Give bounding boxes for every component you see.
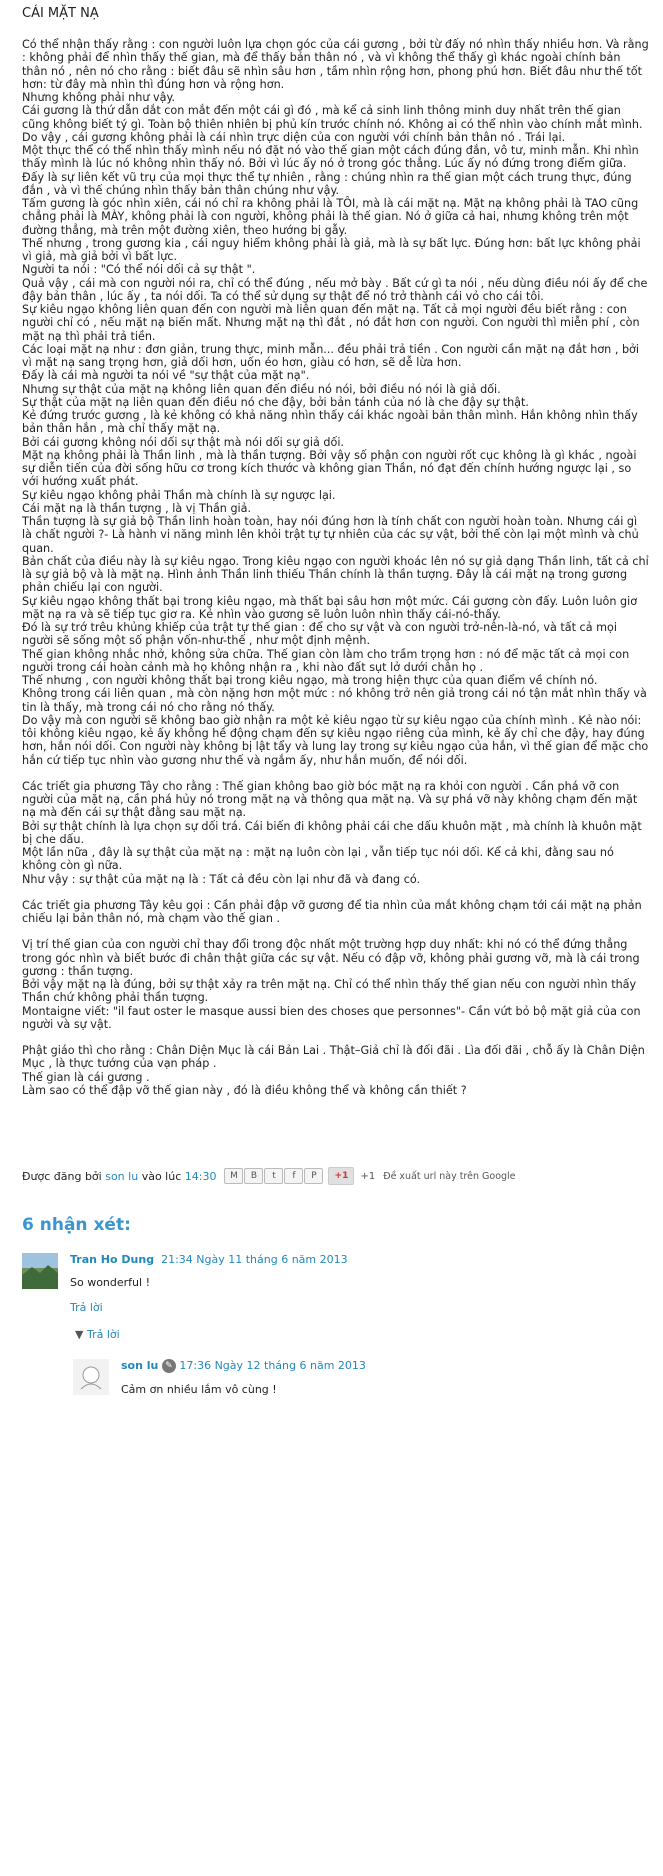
paragraph: Làm sao có thể đập vỡ thế gian này , đó là điều không thể và không cần thiết ?	[22, 1083, 467, 1097]
paragraph: Thế nhưng , trong gương kia , cái nguy hiểm không phải là giả, mà là sự bất lực. Đúng hơn: bất lực không phải vì giả, mà giả bởi vì bất lực.	[22, 236, 641, 263]
comment-body	[70, 1253, 348, 1314]
paragraph: Sự kiêu ngạo không thất bại trong kiêu ngạo, mà thất bại sâu hơn một mức. Cái gương còn đấy. Luôn luôn giơ mặt nạ ra và sẽ tiếp tục giơ ra. Kẻ nhìn vào gương sẽ luôn luôn nhìn thấy cái-nó-thấy.	[22, 594, 638, 621]
suggest-text: Đề xuất url này trên Google	[383, 1170, 516, 1182]
paragraph: Sự thật của mặt nạ liên quan đến điều nó che đậy, bởi bản tánh của nó là che đậy sự thật.	[22, 395, 529, 409]
triangle-down-icon: ▼	[75, 1328, 84, 1341]
paragraph: Cái gương là thứ dẫn dắt con mắt đến một cái gì đó , mà kể cả sinh linh thông minh duy nhất trên thế gian cũng không biết tý gì. Toàn bộ thiên nhiên bị phủ kín trước chính nó. Không ai có thể nhìn vào chính mắt mình. Do vậy , cái gương không phải là cái nhìn trực diện của con người với chính bản thân nó . Trái lại.	[22, 104, 643, 144]
comment-text: So wonderful !	[70, 1276, 150, 1289]
author-link[interactable]: son lu	[105, 1169, 139, 1183]
paragraph: Như vậy : sự thật của mặt nạ là : Tất cả đều còn lại như đã và đang có.	[22, 872, 421, 886]
paragraph: Bởi sự thật chính là lựa chọn sự dối trá. Cái biến đi không phải cái che dấu khuôn mặt , mà chính là khuôn mặt bị che dấu.	[22, 819, 642, 846]
blog-author-icon: ✎	[162, 1359, 176, 1373]
blogger-share-icon[interactable]: B	[244, 1168, 263, 1184]
paragraph-gap	[22, 925, 649, 938]
paragraph: Sự kiêu ngạo không phải Thần mà chính là sự ngược lại.	[22, 488, 336, 502]
paragraph: Sự kiêu ngạo không liên quan đến con người mà liên quan đến mặt nạ. Tất cả mọi người đều biết rằng : con người chỉ có , nếu mặt nạ biến mất. Nhưng mặt nạ thì đắt , nó đắt hơn con người. Con người thì miễn phí , còn mặt nạ thì phải trả tiền.	[22, 303, 640, 343]
comment-date[interactable]: 17:36 Ngày 12 tháng 6 năm 2013	[179, 1359, 366, 1372]
paragraph: Mặt nạ không phải là Thần linh , mà là thần tượng. Bởi vậy số phận con người rốt cục không là gì khác , ngoài sự diễn tiến của đời sống hữu cơ trong kích thước và không gian Thần, nó đạt đến chính hướng ngược lại , so với hướng xuất phát.	[22, 448, 637, 489]
comment-item	[22, 1253, 649, 1314]
posted-by-label: Được đăng bởi	[22, 1169, 102, 1183]
comment-meta	[121, 1359, 366, 1373]
paragraph: Vị trí thế gian của con người chỉ thay đổi trong độc nhất một trường hợp duy nhất: khi nó có thể đứng thẳng trong góc nhìn và biết bước đi chân thật giữa các sự vật. Nếu có đập vỡ, không phải gương vỡ, mà là cái trong gương : thần tượng.	[22, 938, 640, 978]
paragraph: Đấy là cái mà người ta nói về "sự thật của mặt nạ".	[22, 369, 310, 383]
paragraph: Do vậy mà con người sẽ không bao giờ nhận ra một kẻ kiêu ngạo từ sự kiêu ngạo của chính mình . Kẻ nào nói: tôi không kiêu ngạo, kẻ ấy không hề động chạm đến sự kiêu ngạo riêng của mình, kẻ ấy chỉ che đậy, hay đúng hơn, hắn nói dối. Con người này không bị lật tẩy và lung lay trong sự kiêu ngạo của hắn, vì thế gian để mặc cho hắn cứ tiếp tục nhìn vào gương như thế và ngắm ấy, như hắn muốn, để nói dối.	[22, 713, 649, 767]
post-body	[22, 38, 649, 1097]
gplus-button[interactable]: +1	[328, 1167, 354, 1185]
paragraph: Cái mặt nạ là thần tượng , là vị Thần giả.	[22, 501, 252, 515]
paragraph: Các triết gia phương Tây cho rằng : Thế gian không bao giờ bóc mặt nạ ra khỏi con người . Cần phá vỡ con người của mặt nạ, cần phá hủy nó trong mặt nạ và thông qua mặt nạ. Và sự phá vỡ này không chạm đến mặt nạ mà đến cái sự thật đằng sau mặt nạ.	[22, 779, 638, 820]
blog-post	[0, 6, 663, 1396]
paragraph: Thế gian không nhắc nhở, không sửa chữa. Thế gian còn làm cho trầm trọng hơn : nó để mặc tất cả mọi con người trong cái hoàn cảnh mà họ không nhận ra , khi nào đất sụt lở dưới chân họ .	[22, 647, 630, 674]
paragraph: Thế gian là cái gương .	[22, 1070, 150, 1084]
paragraph: Montaigne viết: "il faut oster le masque aussi bien des choses que personnes"- Cần vứt bỏ bộ mặt giả của con người và sự vật.	[22, 1004, 641, 1031]
avatar[interactable]	[73, 1359, 109, 1395]
paragraph: Thần tượng là sự giả bộ Thần linh hoàn toàn, hay nói đúng hơn là tính chất con người hoàn toàn. Nhưng cái gì là chất người ?- Là hành vi năng mình lên khỏi trật tự tự nhiên của các sự vật, bởi thế còn lại một mình và chủ quan.	[22, 515, 639, 555]
comment-author[interactable]: son lu	[121, 1359, 159, 1372]
paragraph: Thế nhưng , con người không thất bại trong kiêu ngạo, mà trong hiện thực của quan điểm về chính nó.	[22, 674, 598, 687]
paragraph: Tấm gương là góc nhìn xiên, cái nó chỉ ra không phải là TÔI, mà là cái mặt nạ. Mặt nạ không phải là TAO cũng chẳng phải là MÀY, không phải là con người, không phải là thế gian. Nó ở giữa cả hai, nhưng không trên một đường thẳng, mà trên một đường xiên, theo hướng bị gẫy.	[22, 197, 639, 237]
comment-author[interactable]: Tran Ho Dung	[70, 1253, 155, 1266]
paragraph-gap	[22, 767, 649, 780]
paragraph: Một lần nữa , đây là sự thật của mặt nạ : mặt nạ luôn còn lại , vẫn tiếp tục nói dối. Kể cả khi, đằng sau nó không còn gì nữa.	[22, 846, 614, 873]
paragraph-gap	[22, 1031, 649, 1044]
comments-heading: 6 nhận xét:	[22, 1215, 131, 1235]
email-share-icon[interactable]: M	[224, 1168, 243, 1184]
post-title: CÁI MẶT NẠ	[22, 6, 99, 21]
comment-body	[121, 1359, 366, 1396]
paragraph: Không trong cái liên quan , mà còn nặng hơn một mức : nó không trở nên giả trong cái nó tận mắt nhìn thấy và tin là thấy, mà trong cái nó cho rằng nó thấy.	[22, 687, 647, 714]
pinterest-share-icon[interactable]: P	[304, 1168, 323, 1184]
paragraph: Một thực thể có thể nhìn thấy mình nếu nó đặt nó vào thế gian một cách đúng đắn, vô tư, minh mẫn. Khi nhìn thấy mình là lúc nó không nhìn thấy nó. Bởi vì lúc ấy nó ở trong góc thẳng. Lúc ấy nó đứng trong điểm giữa. Đấy là sự liên kết vũ trụ của mọi thực thể tự nhiên , rằng : chúng nhìn ra thế gian một cách trung thực, đúng đắn , và vì thế chúng nhìn thấy bản thân chúng như vậy.	[22, 144, 639, 197]
paragraph: Nhưng sự thật của mặt nạ không liên quan đến điều nó nói, bởi điều nó nói là giả dối.	[22, 382, 501, 396]
paragraph: Quả vậy , cái mà con người nói ra, chỉ có thể đúng , nếu mở bày . Bất cứ gì ta nói , nếu dùng điều nói ấy để che đậy bản thân , lúc ấy , ta nói dối. Ta có thể sử dụng sự thật để nó trở thành cái vỏ cho cái tôi.	[22, 276, 648, 303]
nested-comment	[73, 1359, 649, 1396]
paragraph: Người ta nói : "Có thể nói dối cả sự thật ".	[22, 263, 256, 277]
paragraph: Có thể nhận thấy rằng : con người luôn lựa chọn góc của cái gương , bởi từ đấy nó nhìn thấy nhiều hơn. Và rằng : không phải để nhìn thấy thế gian, mà để thấy bản thân nó , và vì không thể thấy gì khác ngoài chính bản thân nó , nên nó cho rằng : biết đâu sẽ nhìn sâu hơn , tầm nhìn rộng hơn, phong phú hơn. Biết đâu như thế tốt hơn: từ đây mà nhìn thì đúng hơn và rộng hơn.	[22, 38, 649, 91]
paragraph: Các loại mặt nạ như : đơn giản, trung thực, minh mẫn... đều phải trả tiền . Con người cần mặt nạ đắt hơn , bởi vì mặt nạ sang trọng hơn, giả dối hơn, uốn éo hơn, giàu có hơn, sẽ dễ lừa hơn.	[22, 342, 640, 369]
paragraph: Đó là sự trớ trêu khủng khiếp của trật tự thế gian : để cho sự vật và con người trở-nên-là-nó, và tất cả mọi người sẽ sống một số phận vốn-như-thế , như một định mệnh.	[22, 621, 617, 648]
thread-toggle[interactable]	[75, 1328, 649, 1341]
share-buttons	[224, 1168, 324, 1184]
post-footer	[22, 1167, 649, 1185]
comment-meta	[70, 1253, 348, 1266]
facebook-share-icon[interactable]: f	[284, 1168, 303, 1184]
paragraph: Phật giáo thì cho rằng : Chân Diện Mục là cái Bản Lai . Thật–Giả chỉ là đối đãi . Lìa đối đãi , chỗ ấy là Chân Diện Mục , là thực tướng của vạn pháp .	[22, 1044, 645, 1071]
paragraph: Bản chất của điều này là sự kiêu ngạo. Trong kiêu ngạo con người khoác lên nó sự giả dạng Thần linh, tất cả chỉ là sự giả bộ và là mặt nạ. Hình ảnh Thần linh thiếu Thần chính là thần tượng. Đây là cái mặt nạ trong gương phản chiếu lại con người.	[22, 554, 649, 595]
paragraph: Nhưng không phải như vậy.	[22, 91, 176, 104]
paragraph: Các triết gia phương Tây kêu gọi : Cần phải đập vỡ gương để tia nhìn của mắt không chạm tới cái mặt nạ phản chiếu lại bản thân nó, mà chạm vào thế gian .	[22, 898, 642, 925]
post-time-link[interactable]: 14:30	[184, 1169, 217, 1183]
comment-text: Cảm ơn nhiều lắm vô cùng !	[121, 1383, 277, 1396]
thread-toggle-label: Trả lời	[86, 1328, 120, 1341]
comment-date[interactable]: 21:34 Ngày 11 tháng 6 năm 2013	[161, 1253, 348, 1266]
plus-count: +1	[360, 1170, 376, 1182]
reply-link[interactable]: Trả lời	[70, 1301, 103, 1314]
paragraph-gap	[22, 886, 649, 899]
paragraph: Kẻ đứng trước gương , là kẻ không có khả năng nhìn thấy cái khác ngoài bản thân mình. Hắn không nhìn thấy bản thân hắn , mà chỉ thấy mặt nạ.	[22, 409, 638, 436]
avatar[interactable]	[22, 1253, 58, 1289]
paragraph: Bởi vậy mặt nạ là đúng, bởi sự thật xảy ra trên mặt nạ. Chỉ có thể nhìn thấy thế gian nếu con người nhìn thấy Thần chứ không phải thần tượng.	[22, 978, 637, 1005]
posted-at-label: vào lúc	[141, 1169, 182, 1183]
twitter-share-icon[interactable]: t	[264, 1168, 283, 1184]
paragraph: Bởi cái gương không nói dối sự thật mà nói dối sự giả dối.	[22, 435, 344, 449]
